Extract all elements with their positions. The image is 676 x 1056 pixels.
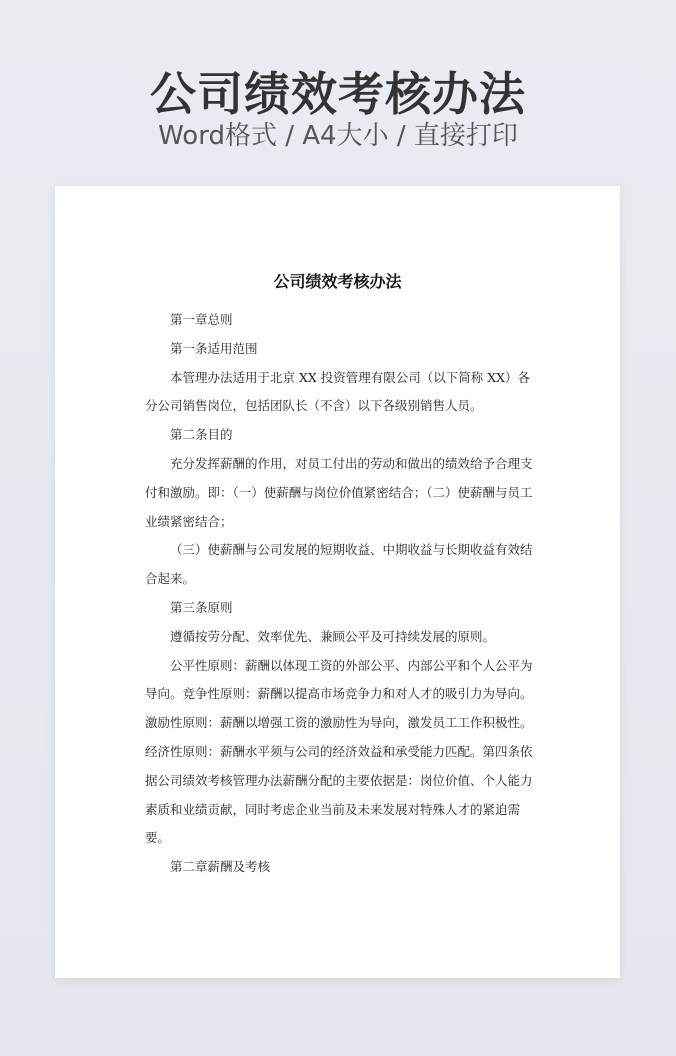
paragraph-chapter-1: 第一章总则 bbox=[170, 312, 233, 327]
paragraph-article-2-item-3: （三）使薪酬与公司发展的短期收益、中期收益与长期收益有效结合起来。 bbox=[145, 542, 533, 587]
paragraph-article-1-heading: 第一条适用范围 bbox=[170, 340, 258, 356]
paragraph-chapter-2: 第二章薪酬及考核 bbox=[170, 859, 271, 875]
page-subtitle: Word格式 / A4大小 / 直接打印 bbox=[158, 121, 518, 151]
paragraph-article-2-body: 充分发挥薪酬的作用，对员工付出的劳动和做出的绩效给予合理支付和激励。即：（一）使薪酬与岗位价值紧密结合；（二）使薪酬与员工业绩紧密结合； bbox=[145, 455, 533, 529]
paragraph-principles: 公平性原则：薪酬以体现工资的外部公平、内部公平和个人公平为导向。竞争性原则：薪酬以提高市场竞争力和对人才的吸引力为导向。激励性原则：薪酬以增强工资的激励性为导向，激发员工工作积极性。经济性原则：薪酬水平须与公司的经济效益和承受能力匹配。第四条依据公司绩效考核管理办法薪酬分配的主要依据是：岗位价值、个人能力素质和业绩贡献，同时考虑企业当前及未来发展对特殊人才的紧迫需要。 bbox=[145, 657, 533, 846]
paragraph-article-3-body: 遵循按劳分配、效率优先、兼顾公平及可持续发展的原则。 bbox=[170, 628, 496, 644]
document-title: 公司绩效考核办法 bbox=[273, 272, 402, 291]
document-body bbox=[145, 306, 533, 882]
page-title: 公司绩效考核办法 bbox=[150, 67, 526, 121]
paragraph-article-2-heading: 第二条目的 bbox=[170, 427, 233, 443]
paragraph-article-1-body: 本管理办法适用于北京 XX 投资管理有限公司（以下简称 XX）各分公司销售岗位，包括团队长（不含）以下各级别销售人员。 bbox=[145, 369, 531, 414]
paragraph-article-3-heading: 第三条原则 bbox=[170, 599, 233, 615]
document-page bbox=[55, 186, 620, 978]
